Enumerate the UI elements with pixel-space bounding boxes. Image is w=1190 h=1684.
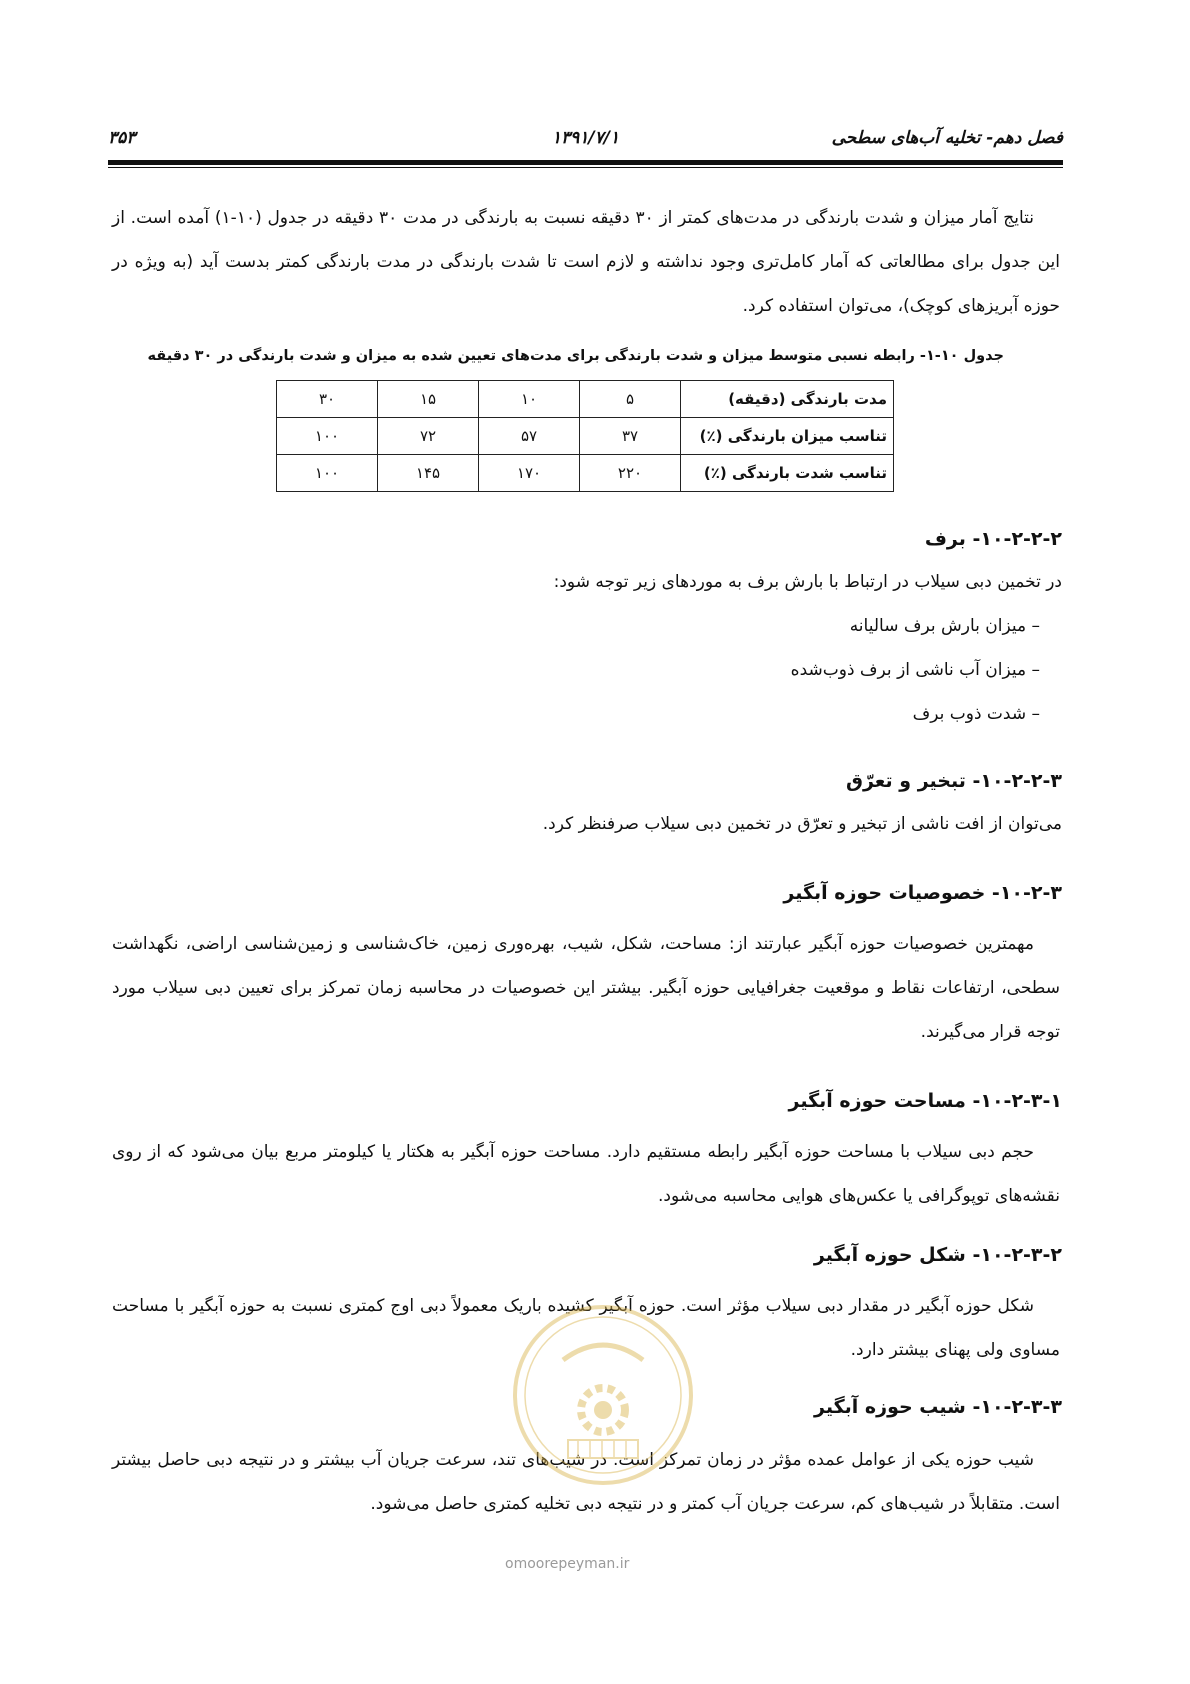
table-cell: ۳۰ xyxy=(277,381,378,418)
basin-paragraph xyxy=(112,922,1060,1054)
section-heading-snow: ۱۰-۲-۲-۲- برف xyxy=(924,528,1062,550)
watermark-url: omoorepeyman.ir xyxy=(505,1556,630,1572)
table-cell: ۵ xyxy=(580,381,681,418)
slope-text: شیب حوزه یکی از عوامل عمده مؤثر در زمان تمرکز است. در شیب‌های تند، سرعت جریان آب بیشتر و در نتیجه دبی حاصل بیشتر است. متقابلاً در شیب‌های کم، سرعت جریان آب کمتر و در نتیجه دبی تخلیه کمتری حاصل می‌شود. xyxy=(112,1450,1060,1514)
table-cell: ۲۲۰ xyxy=(580,455,681,492)
row-header: تناسب میزان بارندگی (٪) xyxy=(681,418,894,455)
table-cell: ۱۷۰ xyxy=(479,455,580,492)
row-header: تناسب شدت بارندگی (٪) xyxy=(681,455,894,492)
list-item: – میزان بارش برف سالیانه xyxy=(849,616,1040,636)
table-row xyxy=(277,418,894,455)
row-header: مدت بارندگی (دقیقه) xyxy=(681,381,894,418)
basin-text: مهمترین خصوصیات حوزه آبگیر عبارتند از: مساحت، شکل، شیب، بهره‌وری زمین، خاک‌شناسی و زمین‌شناسی اراضی، نگهداشت سطحی، ارتفاعات نقاط و موقعیت جغرافیایی حوزه آبگیر. بیشتر این خصوصیات در محاسبه زمان تمرکز برای تعیین دبی سیلاب مورد توجه قرار می‌گیرند. xyxy=(112,934,1060,1042)
shape-text: شکل حوزه آبگیر در مقدار دبی سیلاب مؤثر است. حوزه آبگیر کشیده باریک معمولاً دبی اوج کمتری نسبت به حوزه آبگیر با مساحت مساوی ولی پهنای بیشتر دارد. xyxy=(112,1296,1060,1360)
chapter-title: فصل دهم- تخلیه آب‌های سطحی xyxy=(831,128,1063,148)
table-cell: ۷۲ xyxy=(378,418,479,455)
table-cell: ۵۷ xyxy=(479,418,580,455)
table-cell: ۳۷ xyxy=(580,418,681,455)
table-cell: ۱۴۵ xyxy=(378,455,479,492)
header-rule-thick xyxy=(108,160,1063,165)
intro-paragraph xyxy=(112,196,1060,328)
section-heading-evaporation: ۱۰-۲-۲-۳- تبخیر و تعرّق xyxy=(845,770,1062,792)
evaporation-text: می‌توان از افت ناشی از تبخیر و تعرّق در تخمین دبی سیلاب صرفنظر کرد. xyxy=(542,814,1062,834)
gear-logo-icon xyxy=(508,1300,698,1490)
header-date: ۱۳۹۱/۷/۱ xyxy=(551,128,620,148)
table-cell: ۱۰۰ xyxy=(277,418,378,455)
page-number: ۳۵۳ xyxy=(108,128,136,148)
table-cell: ۱۰ xyxy=(479,381,580,418)
list-item: – میزان آب ناشی از برف ذوب‌شده xyxy=(790,660,1040,680)
intro-text: نتایج آمار میزان و شدت بارندگی در مدت‌های کمتر از ۳۰ دقیقه نسبت به بارندگی در مدت ۳۰ دقیقه در جدول (۱۰-۱) آمده است. از این جدول برای مطالعاتی که آمار کامل‌تری وجود نداشته و لازم است تا شدت بارندگی در مدت بارندگی کمتر بدست آید (به ویژه در حوزه آبریزهای کوچک)، می‌توان استفاده کرد. xyxy=(112,208,1060,316)
rainfall-table xyxy=(276,380,894,492)
snow-intro: در تخمین دبی سیلاب در ارتباط با بارش برف به موردهای زیر توجه شود: xyxy=(553,572,1062,592)
section-heading-basin: ۱۰-۲-۳- خصوصیات حوزه آبگیر xyxy=(783,882,1062,904)
table-cell: ۱۵ xyxy=(378,381,479,418)
page-header xyxy=(108,128,1063,156)
table-cell: ۱۰۰ xyxy=(277,455,378,492)
section-heading-area: ۱۰-۲-۳-۱- مساحت حوزه آبگیر xyxy=(788,1090,1062,1112)
table-caption: جدول ۱۰-۱- رابطه نسبی متوسط میزان و شدت بارندگی برای مدت‌های تعیین شده به میزان و شدت بارندگی در ۳۰ دقیقه xyxy=(147,348,1004,364)
area-paragraph xyxy=(112,1130,1060,1218)
list-item: – شدت ذوب برف xyxy=(912,704,1040,724)
table-row xyxy=(277,455,894,492)
header-rule-thin xyxy=(108,167,1063,168)
table-row xyxy=(277,381,894,418)
section-heading-shape: ۱۰-۲-۳-۲- شکل حوزه آبگیر xyxy=(813,1244,1062,1266)
area-text: حجم دبی سیلاب با مساحت حوزه آبگیر رابطه مستقیم دارد. مساحت حوزه آبگیر به هکتار یا کیلومتر مربع بیان می‌شود که از روی نقشه‌های توپوگرافی یا عکس‌های هوایی محاسبه می‌شود. xyxy=(112,1142,1060,1206)
section-heading-slope: ۱۰-۲-۳-۳- شیب حوزه آبگیر xyxy=(814,1396,1062,1418)
